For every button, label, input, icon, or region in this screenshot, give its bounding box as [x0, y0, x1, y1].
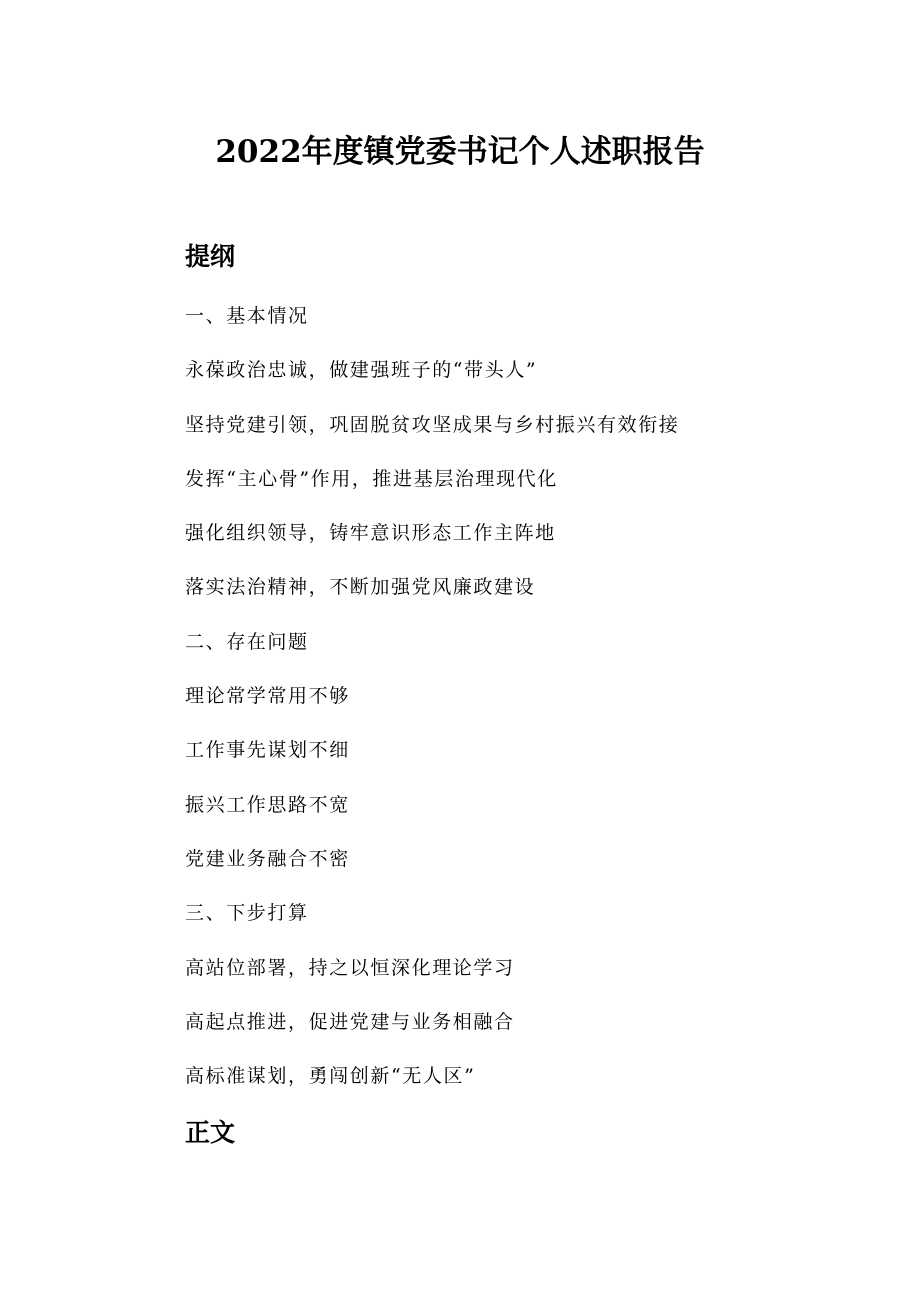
- outline-item: 工作事先谋划不细: [185, 739, 350, 762]
- outline-heading: 提纲: [185, 242, 236, 271]
- outline-item: 高起点推进，促进党建与业务相融合: [185, 1010, 515, 1033]
- outline-item: 永葆政治忠诚，做建强班子的“带头人”: [185, 359, 538, 382]
- outline-item: 发挥“主心骨”作用，推进基层治理现代化: [185, 467, 558, 490]
- outline-item: 高标准谋划，勇闯创新“无人区”: [185, 1065, 476, 1088]
- outline-item: 强化组织领导，铸牢意识形态工作主阵地: [185, 522, 556, 545]
- outline-item: 三、下步打算: [185, 902, 309, 925]
- outline-item: 坚持党建引领，巩固脱贫攻坚成果与乡村振兴有效衔接: [185, 413, 680, 436]
- outline-item: 一、基本情况: [185, 305, 309, 327]
- outline-item: 党建业务融合不密: [185, 847, 350, 870]
- outline-item: 落实法治精神，不断加强党风廉政建设: [185, 576, 536, 599]
- body-heading: 正文: [185, 1118, 236, 1147]
- outline-list: [185, 302, 679, 1116]
- document-title: 2022年度镇党委书记个人述职报告: [215, 134, 705, 170]
- outline-item: 理论常学常用不够: [185, 685, 350, 708]
- outline-item: 二、存在问题: [185, 630, 309, 653]
- outline-item: 高站位部署，持之以恒深化理论学习: [185, 956, 515, 979]
- outline-item: 振兴工作思路不宽: [185, 793, 350, 816]
